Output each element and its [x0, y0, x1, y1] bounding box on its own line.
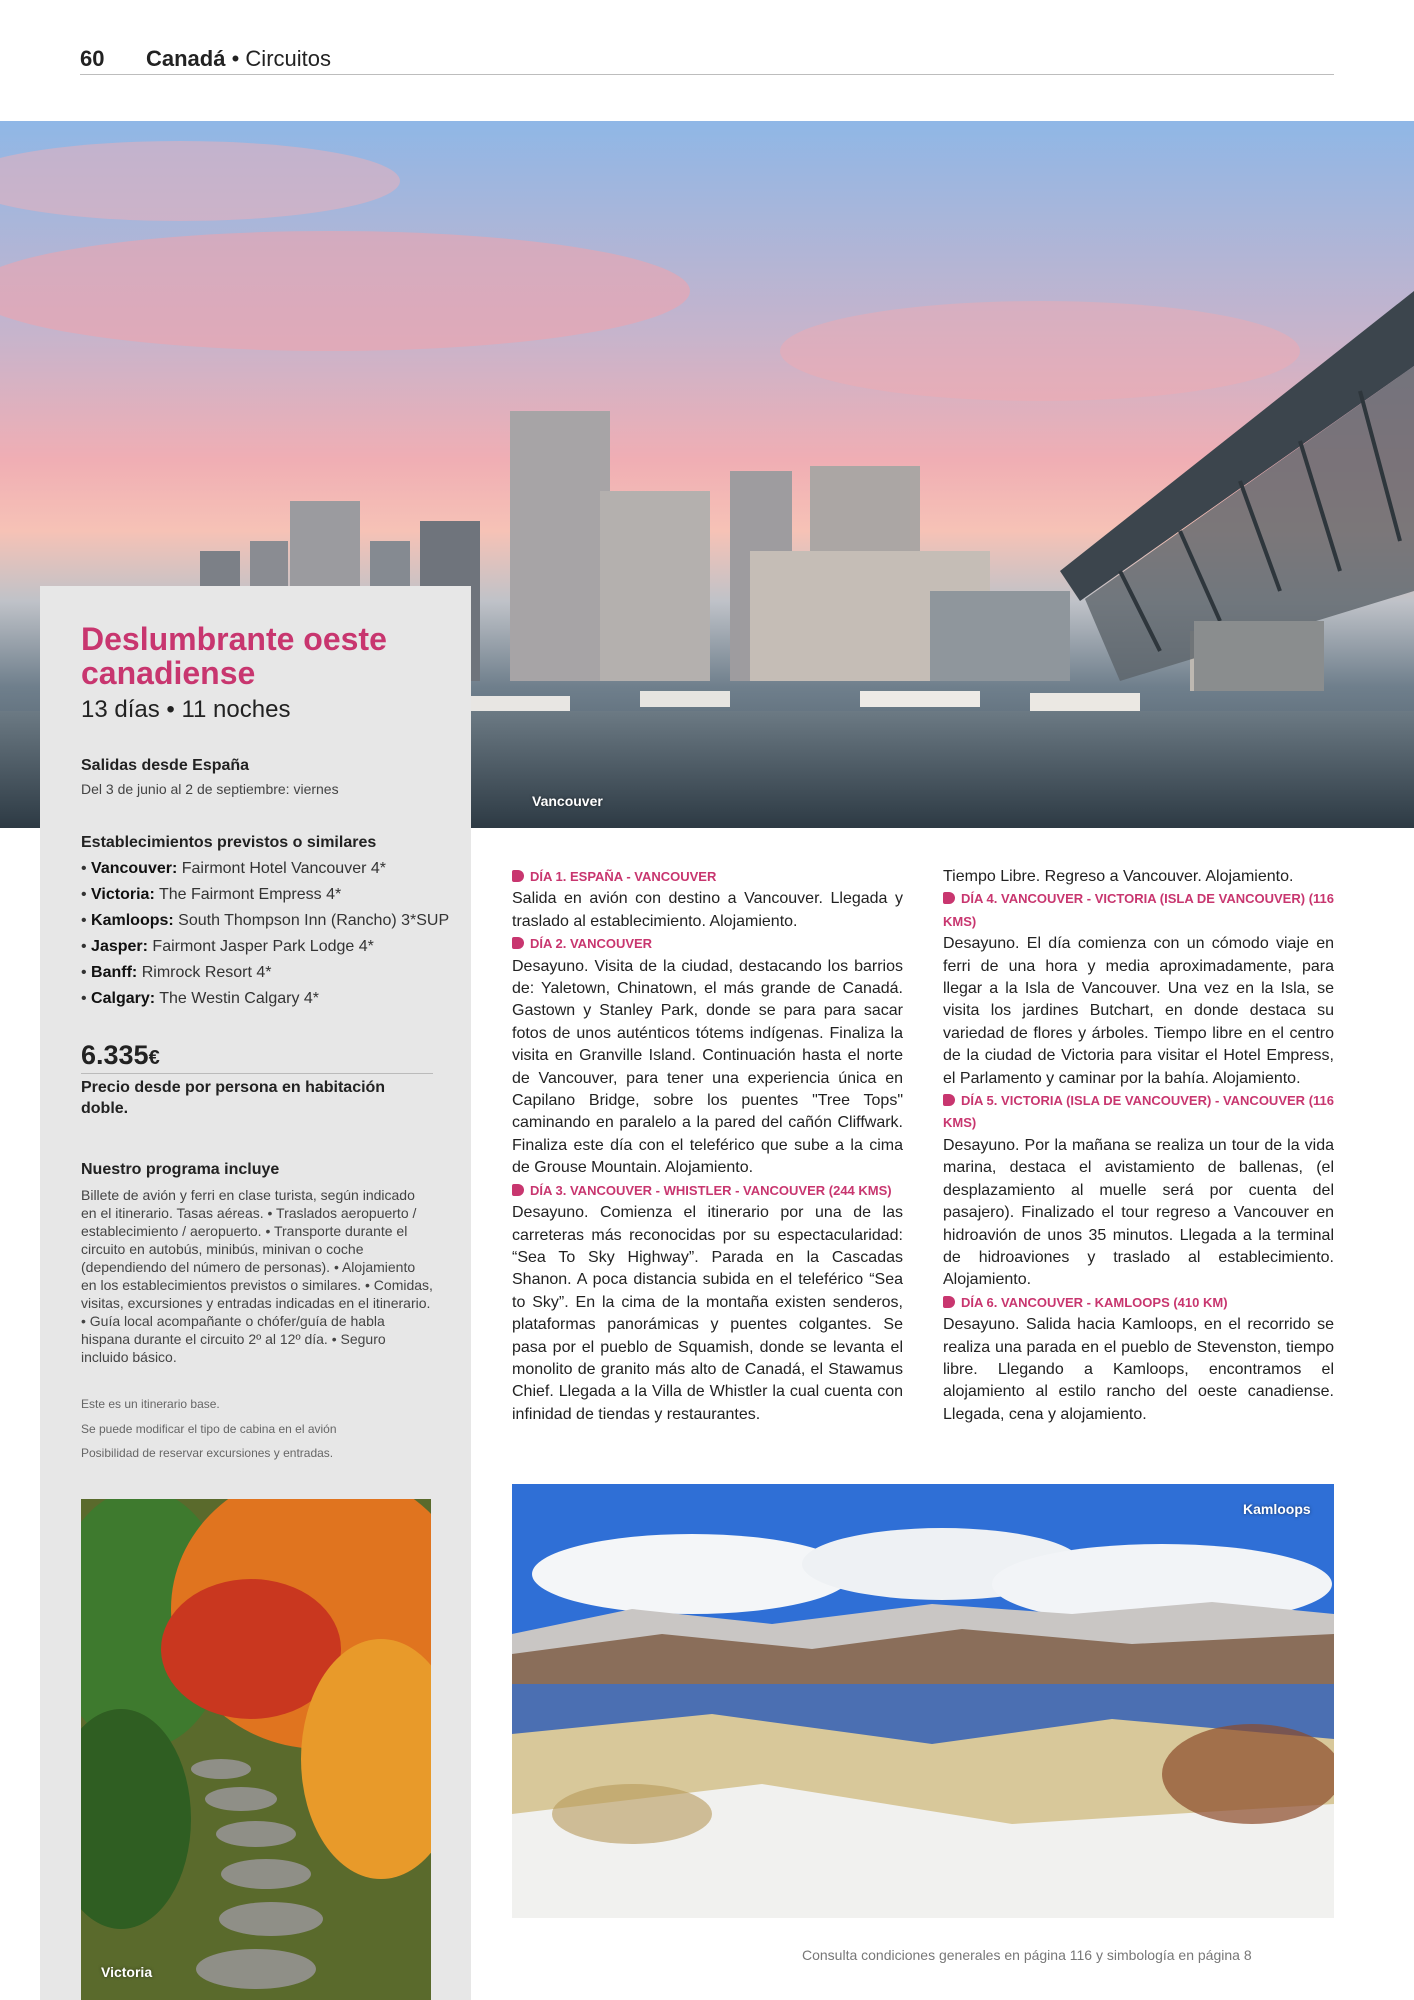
kamloops-landscape-photo: [512, 1484, 1334, 1918]
includes-heading: Nuestro programa incluye: [81, 1161, 280, 1178]
tour-duration: 13 días • 11 noches: [81, 696, 291, 723]
page-header: [80, 44, 1334, 75]
arrow-icon: [512, 870, 524, 882]
day-6-heading: DÍA 6. VANCOUVER - KAMLOOPS (410 KM): [943, 1292, 1334, 1314]
victoria-garden-illustration: [81, 1499, 431, 2000]
day-3-text: Desayuno. Comienza el itinerario por una de las carreteras más reconocidas por su espectacularidad: “Sea To Sky Highway”. Parada en la Cascadas Shanon. A poca distancia subida en el teleférico “Sea to Sky”. En la cima de la montaña existen senderos, plataformas panorámicas y puentes colgantes. Se pasa por el pueblo de Squamish, donde se levanta el monolito de granito más alto de Canadá, el Stawamus Chief. Llegada a la Villa de Whistler la cual cuenta con infinidad de tiendas y restaurantes.: [512, 1204, 903, 1423]
hotels-list: [81, 856, 450, 1012]
day-2-text: Desayuno. Visita de la ciudad, destacando los barrios de: Yaletown, Chinatown, el más grande de Canadá. Gastown y Stanley Park, donde se para para sacar fotos de unos auténticos tótems indígenas. Finaliza la visita en Granville Island. Continuación hasta el norte de Vancouver, para tener una experiencia única en Capilano Bridge, sobre los puentes "Tree Tops" caminando en paralelo a la pared del cañón Cliffwark. Finaliza este día con el teleférico que sube a la cima de Grouse Mountain. Alojamiento.: [512, 957, 903, 1177]
price-divider: [81, 1073, 433, 1074]
day-4-text: Desayuno. El día comienza con un cómodo viaje en ferri de una hora y media aproximadamente, para llegar a la Isla de Vancouver. Una vez en la Isla, se visita los jardines Butchart, en donde destaca su variedad de flores y árboles. Tiempo libre en el centro de la ciudad de Victoria para visitar el Hotel Empress, el Parlamento y caminar por la bahía. Alojamiento.: [943, 935, 1334, 1087]
victoria-garden-photo: [81, 1499, 431, 2000]
country-label: Canadá: [146, 46, 226, 71]
list-item: • Banff: Rimrock Resort 4*: [81, 964, 272, 981]
itinerary-column-2: [943, 866, 1334, 1426]
list-item: • Vancouver: Fairmont Hotel Vancouver 4*: [81, 860, 386, 877]
day-3-heading: DÍA 3. VANCOUVER - WHISTLER - VANCOUVER (244 KMS): [512, 1180, 903, 1202]
day-4-heading: DÍA 4. VANCOUVER - VICTORIA (ISLA DE VANCOUVER) (116 KMS): [943, 891, 1334, 929]
departures-text: Del 3 de junio al 2 de septiembre: viernes: [81, 781, 339, 797]
footer-note: Consulta condiciones generales en página 116 y simbología en página 8: [802, 1947, 1252, 1963]
kamloops-landscape-illustration: [512, 1484, 1334, 1918]
note-excursions: Posibilidad de reservar excursiones y entradas.: [81, 1446, 334, 1460]
day-2-heading: DÍA 2. VANCOUVER: [512, 933, 903, 955]
breadcrumb-separator: •: [225, 46, 246, 71]
tour-title: Deslumbrante oeste canadiense: [81, 621, 387, 691]
tour-price: 6.335€: [81, 1040, 160, 1070]
arrow-icon: [943, 1094, 955, 1106]
day-1-text: Salida en avión con destino a Vancouver. Llegada y traslado al establecimiento. Alojamiento.: [512, 890, 903, 930]
day-5-text: Desayuno. Por la mañana se realiza un tour de la vida marina, destaca el avistamiento de ballenas, (el desplazamiento al muelle será por cuenta del pasajero). Finalizado el tour regreso a Vancouver en hidroavión de unos 35 minutos. Llegada a la terminal de hidroaviones y traslado al establecimiento. Alojamiento.: [943, 1136, 1334, 1289]
note-itinerary: Este es un itinerario base.: [81, 1397, 220, 1411]
section-breadcrumb: [146, 46, 331, 72]
day-1-heading: DÍA 1. ESPAÑA - VANCOUVER: [512, 866, 903, 888]
hotels-heading: Establecimientos previstos o similares: [81, 834, 377, 851]
list-item: • Calgary: The Westin Calgary 4*: [81, 990, 320, 1007]
day-5-heading: DÍA 5. VICTORIA (ISLA DE VANCOUVER) - VANCOUVER (116 KMS): [943, 1093, 1334, 1131]
day-3-continuation: Tiempo Libre. Regreso a Vancouver. Alojamiento.: [943, 868, 1294, 885]
itinerary-column-1: [512, 866, 903, 1426]
list-item: • Kamloops: South Thompson Inn (Rancho) 3*SUP: [81, 912, 450, 929]
note-cabin: Se puede modificar el tipo de cabina en el avión: [81, 1422, 337, 1436]
departures-heading: Salidas desde España: [81, 757, 250, 774]
includes-text: Billete de avión y ferri en clase turista, según indicado en el itinerario. Tasas aéreas. • Traslados aeropuerto / establecimiento / aeropuerto. • Transporte durante el circuito en autobús, minibús, minivan o coche (dependiendo del número de personas). • Alojamiento en los establecimientos previstos o similares. • Comidas, visitas, excursiones y entradas indicadas en el itinerario. • Guía local acompañante o chófer/guía de habla hispana durante el circuito 2º al 12º día. • Seguro incluido básico.: [81, 1187, 433, 1365]
price-description: Precio desde por persona en habitación doble.: [81, 1079, 386, 1117]
arrow-icon: [512, 1184, 524, 1196]
list-item: • Jasper: Fairmont Jasper Park Lodge 4*: [81, 938, 374, 955]
page-number: 60: [80, 46, 105, 71]
arrow-icon: [943, 1296, 955, 1308]
list-item: • Victoria: The Fairmont Empress 4*: [81, 886, 342, 903]
day-6-text: Desayuno. Salida hacia Kamloops, en el recorrido se realiza una parada en el pueblo de Stevenston, tiempo libre. Llegando a Kamloops, encontramos el alojamiento al estilo rancho del oeste canadiense. Llegada, cena y alojamiento.: [943, 1316, 1334, 1423]
arrow-icon: [512, 937, 524, 949]
victoria-photo-caption: Victoria: [101, 1964, 153, 1980]
vancouver-photo-caption: Vancouver: [532, 793, 603, 809]
arrow-icon: [943, 892, 955, 904]
kamloops-photo-caption: Kamloops: [1243, 1501, 1311, 1517]
section-label: Circuitos: [245, 46, 331, 71]
currency-symbol: €: [148, 1047, 160, 1069]
